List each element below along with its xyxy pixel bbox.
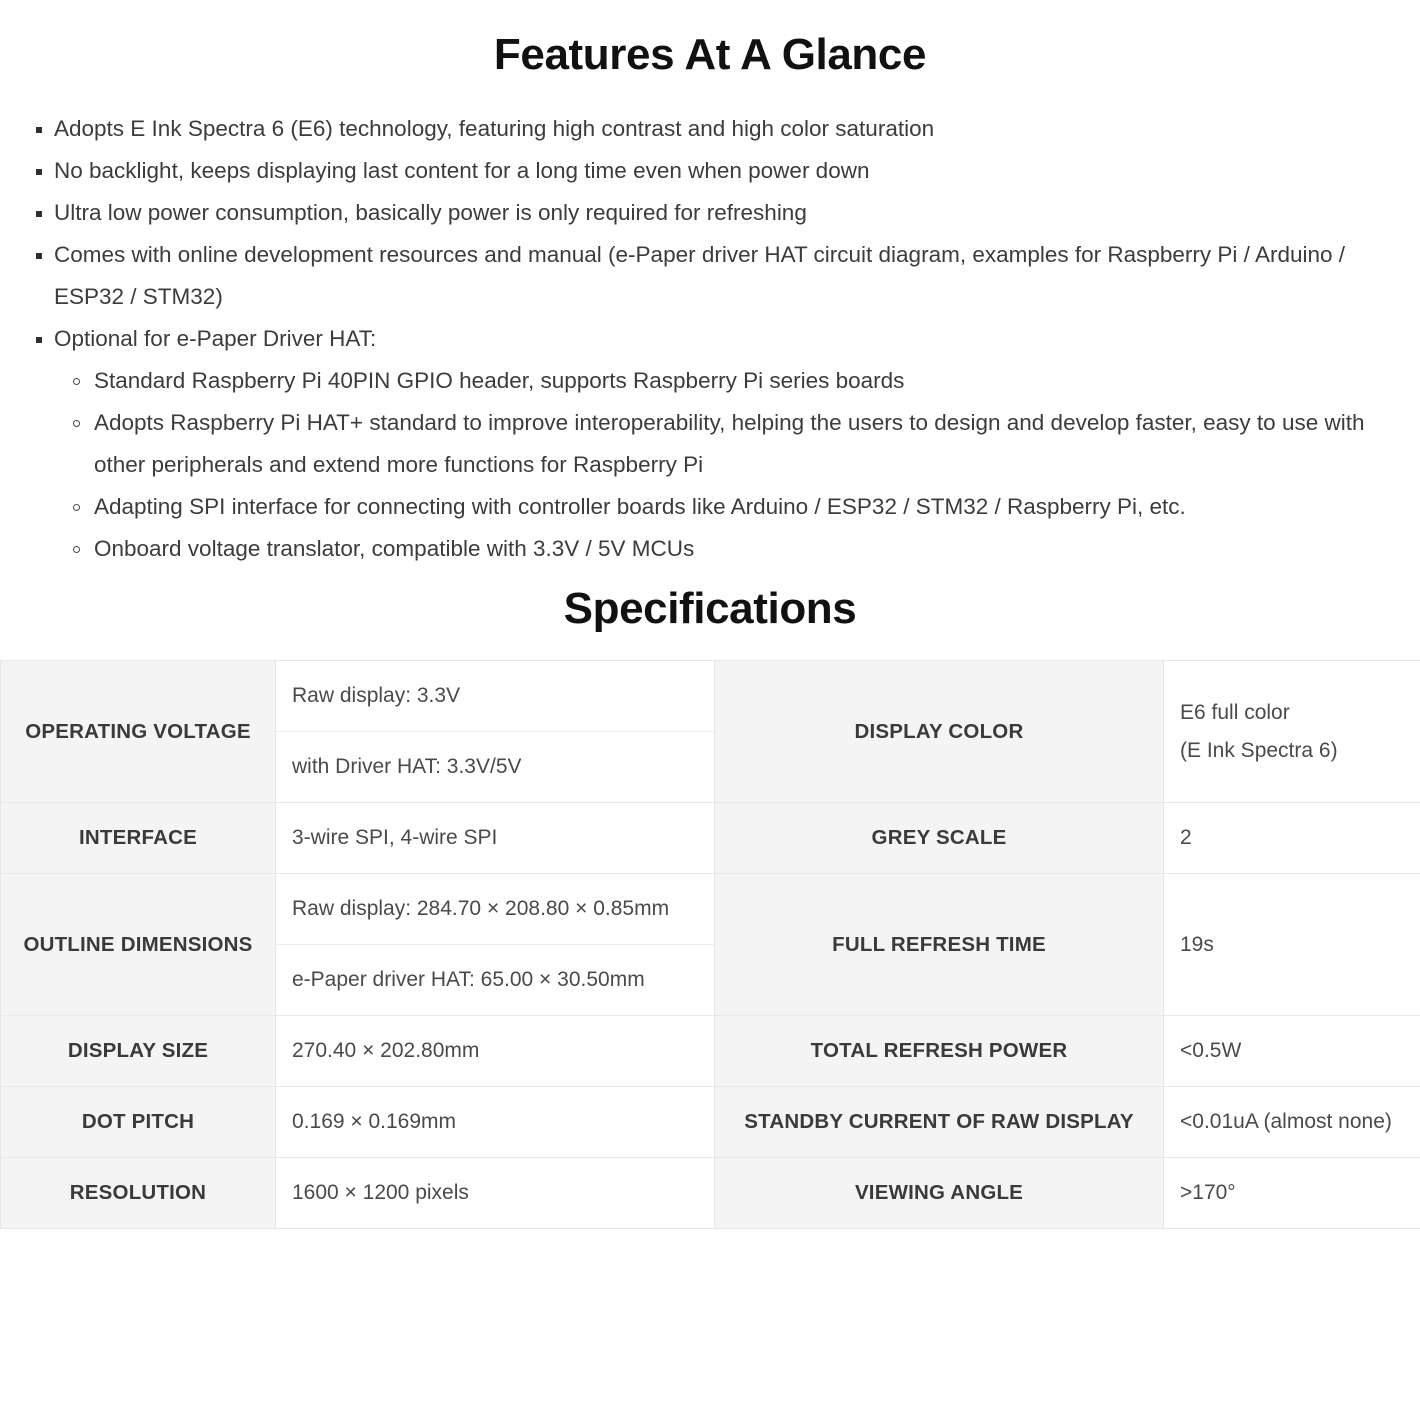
spec-value: (E Ink Spectra 6) [1180, 738, 1338, 762]
specifications-table [0, 660, 1420, 1229]
feature-text: Optional for e-Paper Driver HAT: [54, 326, 377, 351]
table-row [1, 661, 1420, 803]
spec-value: 1600 × 1200 pixels [276, 1158, 715, 1229]
feature-text: Ultra low power consumption, basically power is only required for refreshing [54, 200, 807, 225]
feature-subitem [54, 528, 1402, 570]
spec-label: INTERFACE [1, 803, 276, 874]
spec-value-group [276, 661, 715, 803]
feature-text: Adopts E Ink Spectra 6 (E6) technology, featuring high contrast and high color saturation [54, 116, 935, 141]
table-row [1, 803, 1420, 874]
feature-sublist [54, 360, 1402, 570]
specifications-heading: Specifications [563, 584, 857, 633]
spec-label: TOTAL REFRESH POWER [715, 1016, 1164, 1087]
circle-bullet-icon [73, 546, 80, 553]
square-bullet-icon [36, 169, 42, 175]
table-row [1, 1087, 1420, 1158]
spec-value-group [276, 874, 715, 1016]
features-heading: Features At A Glance [493, 30, 927, 79]
spec-value: e-Paper driver HAT: 65.00 × 30.50mm [276, 945, 714, 1016]
spec-value: <0.5W [1164, 1016, 1420, 1087]
circle-bullet-icon [73, 504, 80, 511]
spec-label: DISPLAY SIZE [1, 1016, 276, 1087]
circle-bullet-icon [73, 420, 80, 427]
spec-label: DOT PITCH [1, 1087, 276, 1158]
features-list [18, 108, 1402, 570]
feature-subitem [54, 402, 1402, 486]
spec-label: OPERATING VOLTAGE [1, 661, 276, 803]
spec-value: 3-wire SPI, 4-wire SPI [276, 803, 715, 874]
spec-label: STANDBY CURRENT OF RAW DISPLAY [715, 1087, 1164, 1158]
spec-value: 2 [1164, 803, 1420, 874]
table-row [1, 874, 1420, 1016]
spec-label: FULL REFRESH TIME [715, 874, 1164, 1016]
feature-item [18, 192, 1402, 234]
feature-item [18, 234, 1402, 318]
feature-item [18, 108, 1402, 150]
square-bullet-icon [36, 211, 42, 217]
spec-value: >170° [1164, 1158, 1420, 1229]
spec-value: Raw display: 284.70 × 208.80 × 0.85mm [276, 874, 714, 945]
spec-value-group [1164, 661, 1420, 803]
features-section [0, 108, 1420, 570]
feature-subitem [54, 486, 1402, 528]
circle-bullet-icon [73, 378, 80, 385]
spec-label: DISPLAY COLOR [715, 661, 1164, 803]
square-bullet-icon [36, 127, 42, 133]
feature-subitem-text: Adapting SPI interface for connecting with controller boards like Arduino / ESP32 / STM32 / Raspberry Pi, etc. [94, 494, 1186, 519]
feature-text: Comes with online development resources and manual (e-Paper driver HAT circuit diagram, examples for Raspberry Pi / Arduino / ESP32 / STM32) [54, 242, 1345, 309]
spec-value: 0.169 × 0.169mm [276, 1087, 715, 1158]
square-bullet-icon [36, 253, 42, 259]
spec-label: GREY SCALE [715, 803, 1164, 874]
feature-subitem-text: Onboard voltage translator, compatible with 3.3V / 5V MCUs [94, 536, 695, 561]
feature-subitem [54, 360, 1402, 402]
spec-label: VIEWING ANGLE [715, 1158, 1164, 1229]
spec-value: with Driver HAT: 3.3V/5V [276, 732, 714, 803]
feature-subitem-text: Adopts Raspberry Pi HAT+ standard to improve interoperability, helping the users to design and develop faster, easy to use with other peripherals and extend more functions for Raspberry Pi [94, 410, 1365, 477]
feature-item [18, 150, 1402, 192]
spec-label: OUTLINE DIMENSIONS [1, 874, 276, 1016]
spec-value: <0.01uA (almost none) [1164, 1087, 1420, 1158]
spec-value: E6 full color [1180, 700, 1290, 724]
table-row [1, 1158, 1420, 1229]
spec-value: Raw display: 3.3V [276, 661, 714, 732]
feature-text: No backlight, keeps displaying last content for a long time even when power down [54, 158, 870, 183]
spec-label: RESOLUTION [1, 1158, 276, 1229]
square-bullet-icon [36, 337, 42, 343]
table-row [1, 1016, 1420, 1087]
spec-value: 19s [1164, 874, 1420, 1016]
feature-subitem-text: Standard Raspberry Pi 40PIN GPIO header, supports Raspberry Pi series boards [94, 368, 905, 393]
spec-value: 270.40 × 202.80mm [276, 1016, 715, 1087]
feature-item [18, 318, 1402, 570]
